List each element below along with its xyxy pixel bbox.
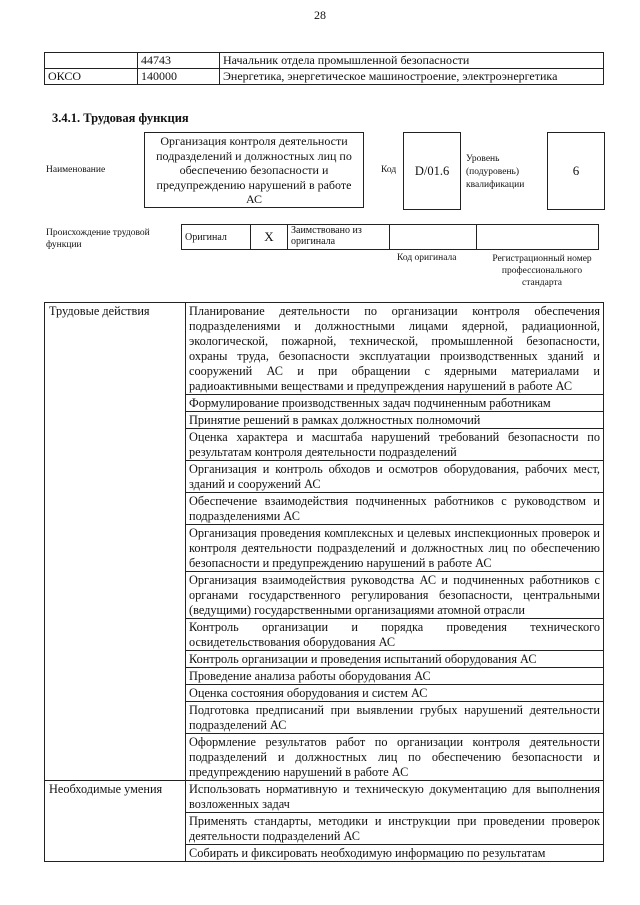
original-label: Оригинал [182,225,251,250]
code-label: Код [381,165,397,175]
action-item: Организация и контроль обходов и осмотров оборудования, рабочих мест, зданий и сооружений АС [186,461,604,493]
action-item: Принятие решений в рамках должностных полномочий [186,412,604,429]
action-item: Формулирование производственных задач подчиненным работникам [186,395,604,412]
table-row [45,303,604,395]
actions-label: Трудовые действия [45,303,186,781]
action-item: Оценка состояния оборудования и систем АС [186,685,604,702]
skill-item: Использовать нормативную и техническую документацию для выполнения возложенных задач [186,781,604,813]
table-row [182,225,599,250]
table-row [45,53,604,69]
origin-table [181,224,599,250]
section-title: 3.4.1. Трудовая функция [52,111,189,125]
action-item: Обеспечение взаимодействия подчиненных работников с руководством и подразделениями АС [186,493,604,525]
function-code: D/01.6 [403,132,461,210]
code-cell: 44743 [138,53,220,69]
action-item: Организация проведения комплексных и целевых инспекционных проверок и контроля деятельности подразделений и должностных лиц по обеспечению безопасности и предупреждению нарушений в работе АС [186,525,604,572]
action-item: Контроль организации и порядка проведения технического освидетельствования оборудования АС [186,619,604,651]
skill-item: Применять стандарты, методики и инструкции при проведении проверок деятельности подразделений АС [186,813,604,845]
action-item: Оформление результатов работ по организации контроля деятельности подразделений и должностных лиц по обеспечению безопасности и предупреждению нарушений в работе АС [186,734,604,781]
registration-label: Регистрационный номер профессионального стандарта [492,254,592,288]
action-item: Организация взаимодействия руководства АС и подчиненных работников с органами государственного регулирования безопасности, центральными (ведущими) государственными организациями атомной отрасли [186,572,604,619]
action-item: Оценка характера и масштаба нарушений требований безопасности по результатам контроля деятельности подразделений [186,429,604,461]
action-item: Контроль организации и проведения испытаний оборудования АС [186,651,604,668]
original-mark: X [251,225,288,250]
function-name: Организация контроля деятельности подразделений и должностных лиц по обеспечению безопасности и предупреждению нарушений в работе АС [144,132,364,208]
registration-cell [477,225,599,250]
main-table [44,302,604,862]
name-label: Наименование [46,165,106,175]
original-code-cell [390,225,477,250]
code-cell: 140000 [138,69,220,85]
function-level: 6 [547,132,605,210]
skill-item: Собирать и фиксировать необходимую информацию по результатам [186,845,604,862]
origin-label: Происхождение трудовой функции [46,228,150,250]
action-item: Планирование деятельности по организации контроля обеспечения подразделениями и должностными лицами ядерной, радиационной, экологической, пожарной, технической, промышленной безопасности, охраны труда, безопасности эксплуатации производственных зданий и сооружений АС и при обращении с ядерными материалами и радиоактивными веществами и предупреждения нарушений в работе АС [186,303,604,395]
page-number: 28 [314,8,326,22]
original-code-label: Код оригинала [397,253,457,263]
name-cell: Энергетика, энергетическое машиностроение, электроэнергетика [220,69,604,85]
level-label: Уровень (подуровень) квалификации [466,154,525,190]
skills-label: Необходимые умения [45,781,186,862]
name-cell: Начальник отдела промышленной безопасности [220,53,604,69]
action-item: Подготовка предписаний при выявлении грубых нарушений деятельности подразделений АС [186,702,604,734]
codes-table [44,52,604,85]
classifier-cell: ОКСО [45,69,138,85]
classifier-cell [45,53,138,69]
action-item: Проведение анализа работы оборудования АС [186,668,604,685]
table-row [45,781,604,813]
table-row [45,69,604,85]
borrowed-label: Заимствовано из оригинала [288,225,390,250]
